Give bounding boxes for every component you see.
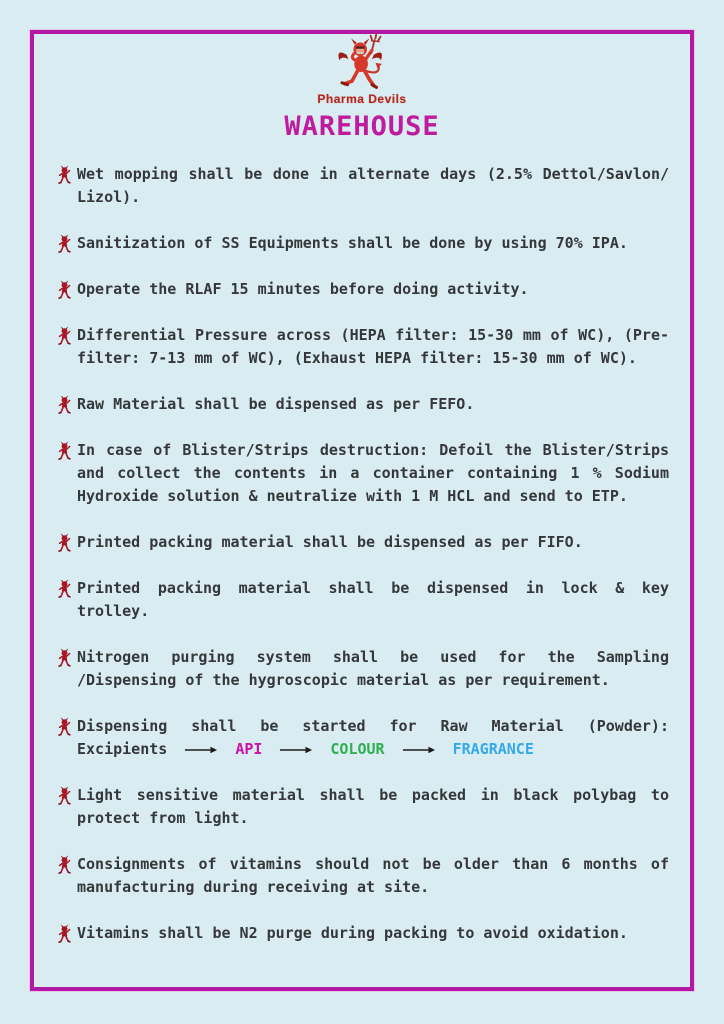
item-text: Printed packing material shall be dispensed in lock & key trolley. (77, 579, 669, 620)
devil-mascot-logo-icon (328, 33, 396, 91)
right-arrow-icon (402, 745, 436, 755)
rules-list (57, 163, 669, 968)
list-item (57, 715, 669, 761)
devil-bullet-icon (57, 786, 72, 805)
item-text: Differential Pressure across (HEPA filter: 15-30 mm of WC), (Pre-filter: 7-13 mm of WC), (Exhaust HEPA filter: 15-30 mm of WC). (77, 326, 669, 367)
item-line: Dispensing shall be started for Raw Material (Powder): (77, 717, 669, 735)
flow-word: FRAGRANCE (452, 740, 534, 758)
item-text: Operate the RLAF 15 minutes before doing activity. (77, 280, 529, 298)
right-arrow-icon (279, 745, 313, 755)
item-text: Light sensitive material shall be packed in black polybag to protect from light. (77, 786, 669, 827)
item-text: Printed packing material shall be dispensed as per FIFO. (77, 533, 583, 551)
devil-bullet-icon (57, 579, 72, 598)
item-text: Raw Material shall be dispensed as per FEFO. (77, 395, 475, 413)
flow-word: Excipients (77, 740, 168, 758)
list-item (57, 439, 669, 508)
list-item (57, 163, 669, 209)
devil-bullet-icon (57, 280, 72, 299)
devil-bullet-icon (57, 441, 72, 460)
devil-bullet-icon (57, 924, 72, 943)
devil-bullet-icon (57, 855, 72, 874)
logo (0, 33, 724, 106)
item-text: Nitrogen purging system shall be used for the Sampling /Dispensing of the hygroscopic material as per requirement. (77, 648, 669, 689)
list-item (57, 577, 669, 623)
devil-bullet-icon (57, 165, 72, 184)
list-item (57, 232, 669, 255)
item-text (77, 715, 669, 761)
devil-bullet-icon (57, 326, 72, 345)
item-text: In case of Blister/Strips destruction: Defoil the Blister/Strips and collect the contents in a container containing 1 % Sodium Hydroxide solution & neutralize with 1 M HCL and send to ETP. (77, 441, 669, 505)
right-arrow-icon (184, 745, 218, 755)
list-item (57, 393, 669, 416)
devil-bullet-icon (57, 533, 72, 552)
devil-bullet-icon (57, 717, 72, 736)
devil-bullet-icon (57, 234, 72, 253)
list-item (57, 278, 669, 301)
list-item (57, 784, 669, 830)
brand-name: Pharma Devils (317, 92, 407, 106)
devil-bullet-icon (57, 648, 72, 667)
list-item (57, 324, 669, 370)
item-text: Sanitization of SS Equipments shall be done by using 70% IPA. (77, 234, 628, 252)
item-text: Consignments of vitamins should not be older than 6 months of manufacturing during receiving at site. (77, 855, 669, 896)
list-item (57, 922, 669, 945)
list-item (57, 531, 669, 554)
devil-bullet-icon (57, 395, 72, 414)
list-item (57, 646, 669, 692)
item-text: Wet mopping shall be done in alternate days (2.5% Dettol/Savlon/ Lizol). (77, 165, 669, 206)
item-text: Vitamins shall be N2 purge during packing to avoid oxidation. (77, 924, 628, 942)
flow-sequence (77, 738, 669, 761)
list-item (57, 853, 669, 899)
flow-word: API (235, 740, 263, 758)
page-title: WAREHOUSE (284, 111, 440, 142)
flow-word: COLOUR (330, 740, 385, 758)
